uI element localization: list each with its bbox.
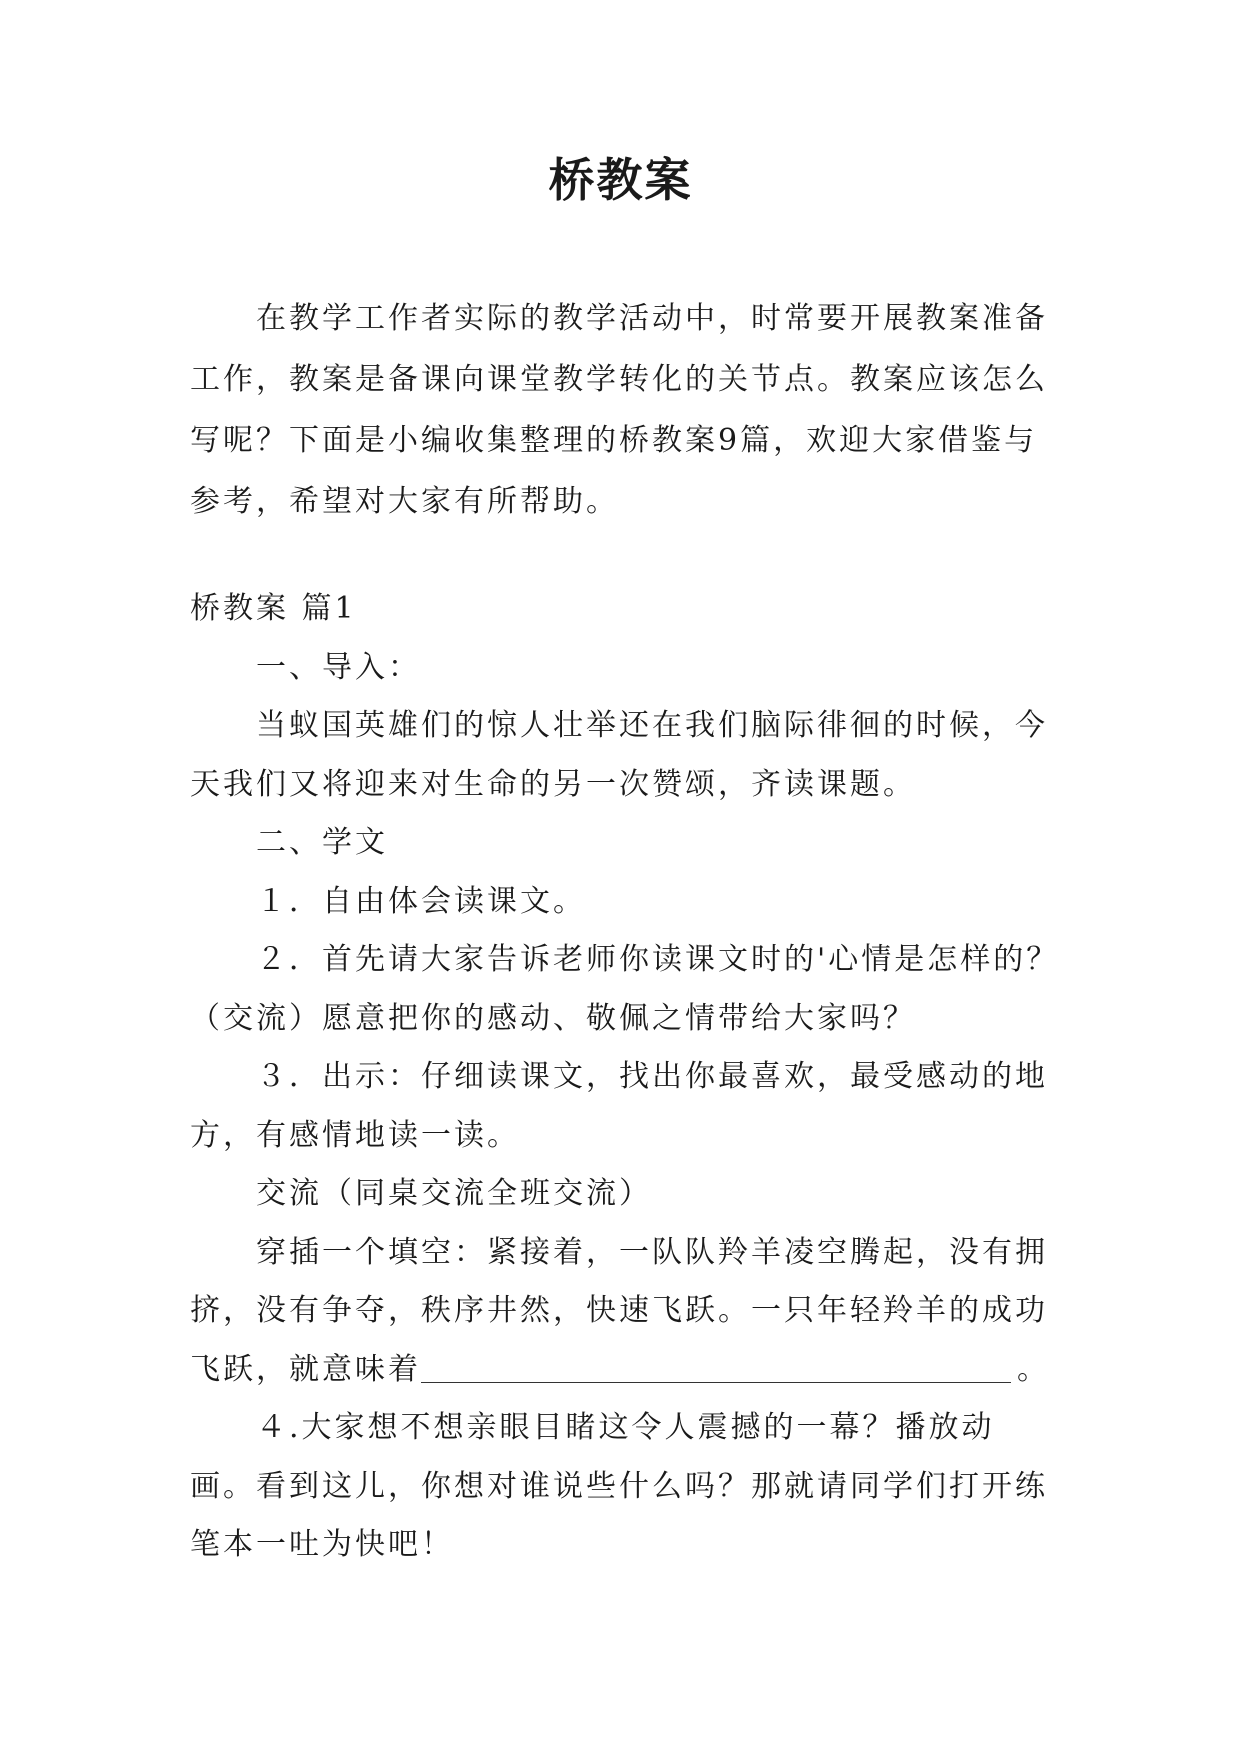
paragraph-step-3: ３．出示：仔细读课文，找出你最喜欢，最受感动的地方，有感情地读一读。 [190,1059,1048,1153]
paragraph-import: 一、导入： [256,649,421,685]
paragraph-study: 二、学文 [256,825,388,860]
paragraph-import-text: 当蚁国英雄们的惊人壮举还在我们脑际徘徊的时候，今天我们又将迎来对生命的另一次赞颂，齐读课题。 [190,708,1048,802]
fill-blank-end: 。 [1017,1351,1050,1387]
fill-blank-text: 穿插一个填空：紧接着，一队队羚羊凌空腾起，没有拥挤，没有争夺，秩序井然，快速飞跃。一只年轻羚羊的成功飞跃，就意味着 [190,1234,1048,1387]
paragraph-step-2: ２．首先请大家告诉老师你读课文时的'心情是怎样的？（交流）愿意把你的感动、敬佩之情带给大家吗？ [190,942,1060,1036]
paragraph-exchange: 交流（同桌交流全班交流） [256,1176,652,1211]
document-title: 桥教案 [548,153,693,207]
intro-paragraph: 在教学工作者实际的教学活动中，时常要开展教案准备工作，教案是备课向课堂教学转化的关节点。教案应该怎么写呢？下面是小编收集整理的桥教案9篇，欢迎大家借鉴与参考，希望对大家有所帮助。 [190,301,1048,519]
paragraph-fill-blank [190,1224,1060,1400]
fill-blank-line [421,1352,1011,1383]
section-heading: 桥教案 篇1 [190,591,357,626]
paragraph-step-4: ４.大家想不想亲眼目睹这令人震撼的一幕？播放动画。看到这儿，你想对谁说些什么吗？那就请同学们打开练笔本一吐为快吧！ [190,1410,1048,1562]
paragraph-step-1: １．自由体会读课文。 [256,883,586,919]
lesson-content [190,580,1060,1575]
